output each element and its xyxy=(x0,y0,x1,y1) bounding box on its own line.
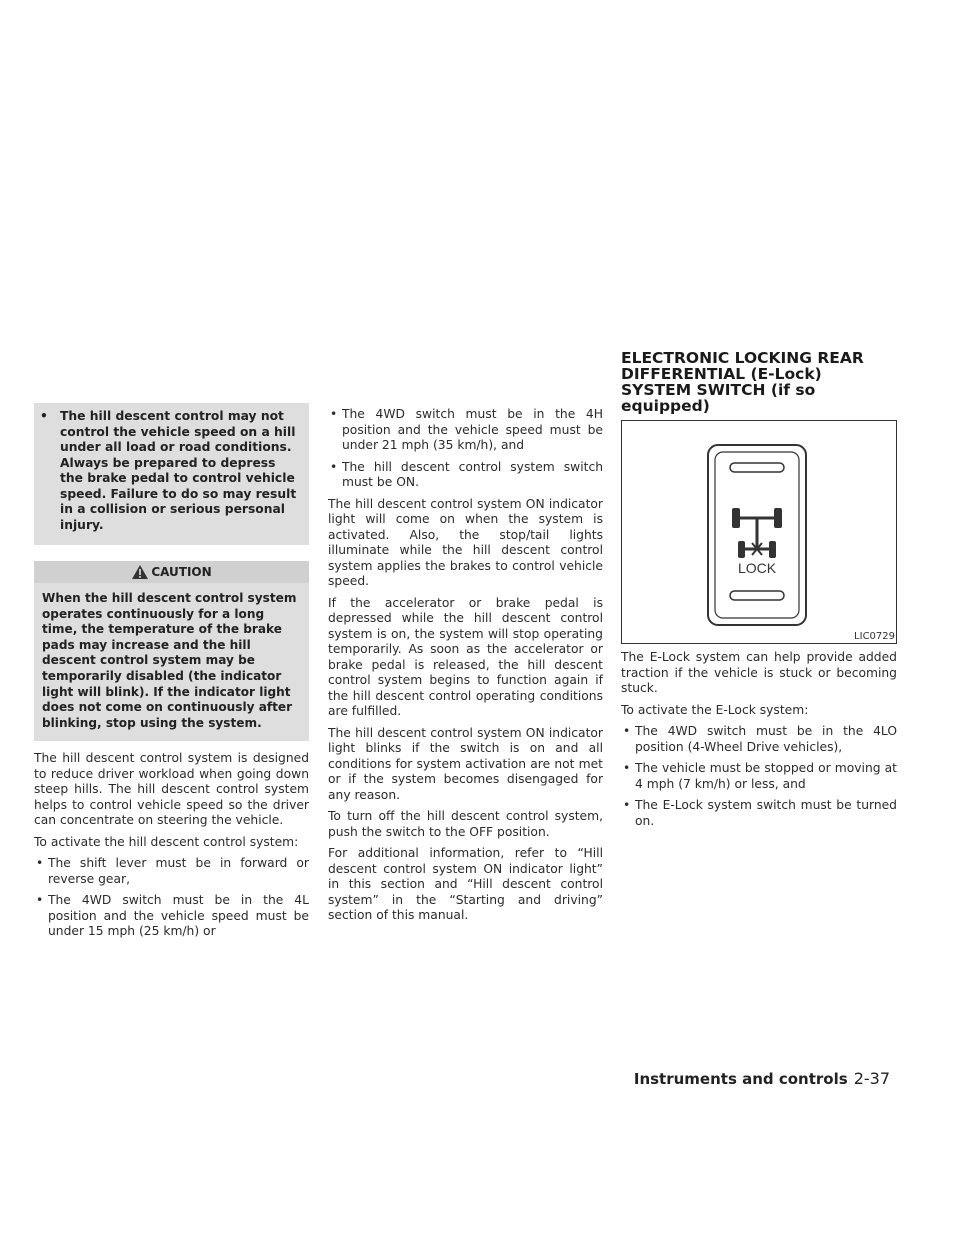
paragraph: For additional information, refer to “Hill descent control system ON indicator light” in this section and “Hill descent control system” in the “Starting and driving” section of this manual. xyxy=(328,846,603,922)
bullet-dot: • xyxy=(623,798,631,812)
list-item-text: The 4WD switch must be in the 4LO position (4-Wheel Drive vehicles), xyxy=(635,724,897,754)
caution-header xyxy=(34,561,309,583)
bullet-dot: • xyxy=(623,761,631,775)
bullet-dot: • xyxy=(330,459,338,474)
figure-lock-label: LOCK xyxy=(737,560,777,576)
paragraph: To activate the E-Lock system: xyxy=(621,702,809,717)
page-number: 2-37 xyxy=(853,1069,890,1088)
page-footer xyxy=(634,1069,890,1088)
bullet-dot: • xyxy=(40,409,48,423)
paragraph: To turn off the hill descent control system, push the switch to the OFF position. xyxy=(328,809,603,839)
list-item xyxy=(621,798,897,829)
list-item-text: The vehicle must be stopped or moving at 4 mph (7 km/h) or less, and xyxy=(635,761,897,791)
list-item-text: The 4WD switch must be in the 4H position and the vehicle speed must be under 21 mph (35 km/h), and xyxy=(342,407,603,452)
section-title: ELECTRONIC LOCKING REAR DIFFERENTIAL (E-Lock) SYSTEM SWITCH (if so equipped) xyxy=(621,349,864,415)
bullet-dot: • xyxy=(330,407,338,421)
caution-box xyxy=(34,561,309,741)
list-item xyxy=(34,893,309,940)
paragraph: If the accelerator or brake pedal is depressed while the hill descent control system is on, the system will stop operating temporarily. As soon as the accelerator or brake pedal is released, the hill descent control system begins to function again if the hill descent control operating conditions are fulfilled. xyxy=(328,595,603,718)
warning-text: The hill descent control may not control the vehicle speed on a hill under all load or road conditions. Always be prepared to depress the brake pedal to control vehicle speed. Failure to do so may result in a collision or serious personal injury. xyxy=(60,409,297,532)
elock-switch-illustration xyxy=(622,421,896,643)
warning-box xyxy=(34,403,309,545)
column-2 xyxy=(328,407,603,930)
paragraph: The hill descent control system is designed to reduce driver workload when going down steep hills. The hill descent control system helps to control vehicle speed so the driver can concentrate on steering the vehicle. xyxy=(34,751,309,828)
list-item xyxy=(328,407,603,454)
bullet-dot: • xyxy=(623,724,631,738)
paragraph: The hill descent control system ON indicator light will come on when the system is activated. Also, the stop/tail lights illuminate while the hill descent control system applies the brakes to control vehicle speed. xyxy=(328,496,603,588)
list-item-text: The hill descent control system switch must be ON. xyxy=(342,459,603,489)
list-item xyxy=(328,460,603,491)
figure-id: LIC0729 xyxy=(854,631,895,642)
paragraph: To activate the hill descent control system: xyxy=(34,834,299,849)
column-3 xyxy=(621,350,897,835)
elock-switch-figure xyxy=(621,420,897,644)
paragraph: The E-Lock system can help provide added traction if the vehicle is stuck or becoming stuck. xyxy=(621,650,897,695)
list-item xyxy=(621,724,897,755)
list-item-text: The shift lever must be in forward or reverse gear, xyxy=(48,856,309,886)
warning-item xyxy=(40,409,301,533)
caution-text: When the hill descent control system operates continuously for a long time, the temperature of the brake pads may increase and the hill descent control system may be temporarily disabled (the indicator light will blink). If the indicator light does not come on continuously after blinking, stop using the system. xyxy=(42,591,297,730)
caution-icon xyxy=(131,564,149,580)
paragraph: The hill descent control system ON indicator light blinks if the switch is on and all conditions for system activation are not met or if the system becomes disengaged for any reason. xyxy=(328,725,603,802)
list-item-text: The 4WD switch must be in the 4L position and the vehicle speed must be under 15 mph (25 km/h) or xyxy=(48,893,309,939)
column-1 xyxy=(34,403,309,946)
bullet-dot: • xyxy=(36,856,44,871)
list-item-text: The E-Lock system switch must be turned on. xyxy=(635,798,897,828)
chapter-title: Instruments and controls xyxy=(633,1070,848,1088)
list-item xyxy=(621,761,897,792)
bullet-dot: • xyxy=(36,893,44,908)
caution-label: CAUTION xyxy=(151,565,212,579)
list-item xyxy=(34,856,309,887)
